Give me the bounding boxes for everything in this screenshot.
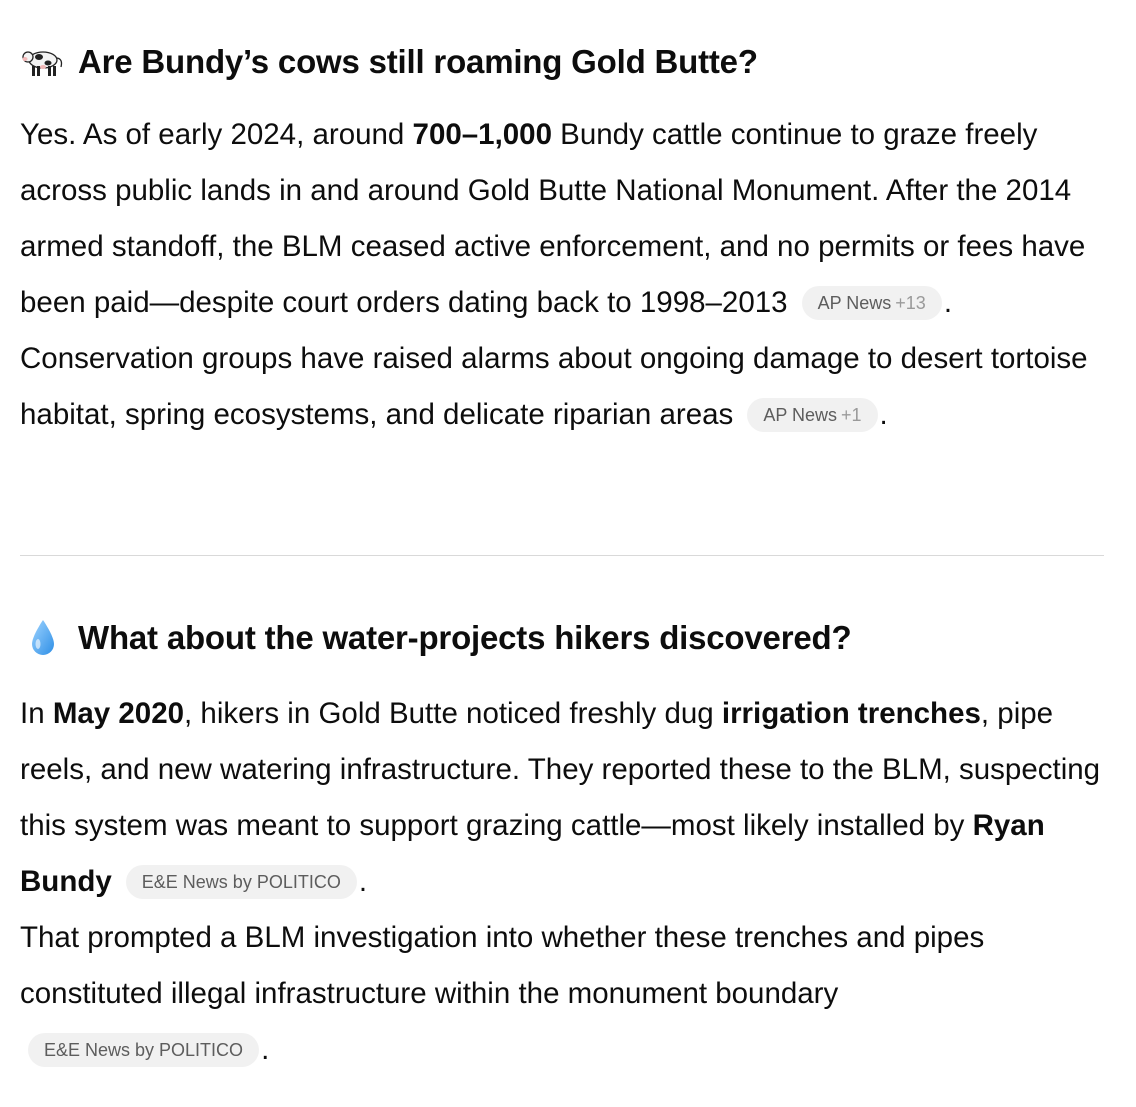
bold-text: 700–1,000 bbox=[412, 118, 552, 151]
citation-source: E&E News by POLITICO bbox=[44, 1040, 244, 1060]
citation-pill[interactable] bbox=[747, 398, 877, 432]
citation-count: +13 bbox=[895, 293, 926, 313]
bold-text: irrigation trenches bbox=[721, 697, 981, 730]
text-run: Yes. As of early 2024, around bbox=[20, 118, 413, 151]
text-run: That prompted a BLM investigation into whether these trenches and pipes constituted illegal infrastructure within the monument boundary bbox=[20, 921, 985, 1010]
section-body-cattle bbox=[20, 107, 1115, 443]
text-run: . bbox=[879, 398, 888, 431]
paragraph bbox=[20, 331, 1115, 443]
text-run: , hikers in Gold Butte noticed freshly dug bbox=[184, 697, 722, 730]
text-run: Bundy cattle continue to graze freely across public lands in and around Gold Butte National Monument. After the 2014 armed standoff, the BLM ceased active enforcement, and no permits or fees have been paid—despite court orders dating back to 1998–2013 bbox=[20, 118, 1086, 319]
citation-source: E&E News by POLITICO bbox=[141, 872, 341, 892]
citation-source: AP News bbox=[763, 405, 838, 425]
citation-pill[interactable] bbox=[28, 1033, 259, 1067]
paragraph bbox=[20, 686, 1115, 910]
section-heading-cattle bbox=[20, 42, 758, 82]
text-run: In bbox=[20, 697, 53, 730]
paragraph bbox=[20, 910, 1115, 1078]
section-heading-water bbox=[20, 618, 851, 658]
citation-source: AP News bbox=[817, 293, 892, 313]
text-run: Conservation groups have raised alarms about ongoing damage to desert tortoise habitat, spring ecosystems, and delicate riparian areas bbox=[20, 342, 1088, 431]
text-run: . bbox=[358, 865, 368, 898]
citation-count: +1 bbox=[841, 405, 862, 425]
citation-pill[interactable] bbox=[126, 865, 357, 899]
text-run: . bbox=[943, 286, 953, 319]
section-heading-text: Are Bundy’s cows still roaming Gold Butte? bbox=[78, 43, 758, 80]
text-run: , pipe reels, and new watering infrastructure. They reported these to the BLM, suspecting this system was meant to support grazing cattle—most likely installed by bbox=[20, 697, 1101, 842]
citation-pill[interactable] bbox=[802, 286, 942, 320]
section-heading-text: What about the water-projects hikers discovered? bbox=[78, 619, 852, 656]
paragraph bbox=[20, 107, 1115, 331]
section-body-water bbox=[20, 686, 1115, 1078]
text-run: . bbox=[261, 1033, 270, 1066]
section-divider bbox=[20, 555, 1104, 556]
cow-icon bbox=[20, 42, 66, 82]
bold-text: Ryan Bundy bbox=[20, 809, 1045, 898]
droplet-icon bbox=[20, 618, 66, 658]
bold-text: May 2020 bbox=[52, 697, 185, 730]
